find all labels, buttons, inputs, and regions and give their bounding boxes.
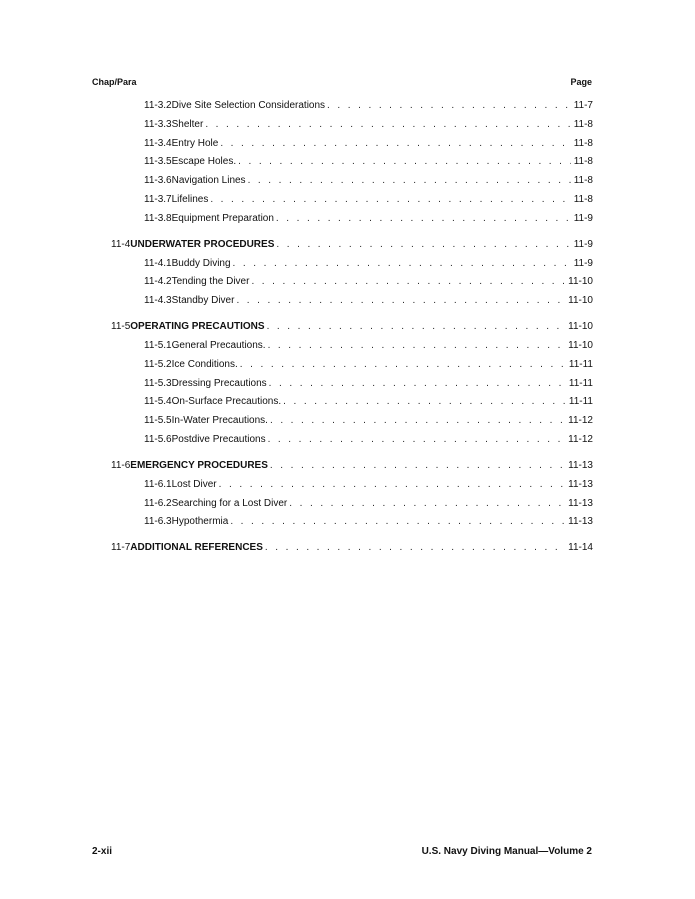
toc-entry xyxy=(144,395,593,409)
dot-leader xyxy=(268,339,566,353)
toc-entry-title: Escape Holes. xyxy=(171,156,237,168)
toc-entry-number: 11-5.3 xyxy=(144,377,172,389)
toc-entry-title: Hypothermia xyxy=(171,516,229,528)
toc-entry-title: Tending the Diver xyxy=(171,276,250,288)
toc-entry-number: 11-3.3 xyxy=(144,118,172,130)
toc-entry-page: 11-10 xyxy=(568,321,593,332)
toc-entry-page: 11-8 xyxy=(573,156,593,168)
toc-entry-page: 11-8 xyxy=(573,175,593,187)
toc-entry xyxy=(144,99,593,113)
toc-entry-page: 11-8 xyxy=(573,194,593,205)
dot-leader xyxy=(238,155,571,169)
toc-entry-page: 11-8 xyxy=(573,137,593,149)
column-header-page: Page xyxy=(570,77,592,87)
dot-leader xyxy=(219,478,566,492)
toc-entry-number: 11-6.1 xyxy=(144,478,172,490)
toc-entry xyxy=(144,118,593,132)
toc-entry-page: 11-7 xyxy=(573,100,593,111)
toc-entry-title: In-Water Precautions. xyxy=(171,415,268,427)
toc-entry-title: Dressing Precautions xyxy=(171,377,267,389)
toc-entry xyxy=(144,155,593,169)
toc-entry xyxy=(144,414,593,428)
toc-entry-number: 11-4.2 xyxy=(144,276,172,288)
toc-entry-title: Standby Diver xyxy=(171,295,235,307)
toc-entry-title: Equipment Preparation xyxy=(171,212,274,224)
toc-entry-title: Postdive Precautions xyxy=(171,434,266,445)
toc-entry xyxy=(144,174,593,188)
toc-entry-number: 11-4 xyxy=(111,238,131,250)
column-header-chap-para: Chap/Para xyxy=(92,77,137,87)
toc-entry-page: 11-10 xyxy=(568,340,593,351)
dot-leader xyxy=(270,414,565,428)
toc-entry xyxy=(144,358,593,372)
toc-entry-number: 11-7 xyxy=(111,542,131,554)
dot-leader xyxy=(276,238,570,252)
dot-leader xyxy=(276,212,571,226)
toc-entry xyxy=(144,433,593,447)
toc-entry-number: 11-3.5 xyxy=(144,156,172,168)
dot-leader xyxy=(251,275,565,289)
toc-entry-page: 11-10 xyxy=(568,295,593,307)
dot-leader xyxy=(248,174,571,188)
toc-entry-title: Dive Site Selection Considerations xyxy=(171,100,326,111)
toc-entry-number: 11-5.1 xyxy=(144,340,172,351)
toc-entry-number: 11-5.6 xyxy=(144,434,172,445)
toc-entry xyxy=(144,478,593,492)
toc-entry-page: 11-12 xyxy=(568,415,593,427)
toc-entry-number: 11-5 xyxy=(111,321,131,332)
dot-leader xyxy=(270,459,565,473)
toc-entry-title: ADDITIONAL REFERENCES xyxy=(130,542,263,554)
toc-entry-number: 11-5.2 xyxy=(144,358,172,370)
toc-entry-page: 11-11 xyxy=(568,396,593,408)
toc-section-entry xyxy=(111,238,593,252)
toc-entry-number: 11-3.8 xyxy=(144,212,172,224)
toc-entry-title: Ice Conditions. xyxy=(171,358,238,370)
toc-entry-number: 11-6 xyxy=(111,459,131,471)
toc-entry xyxy=(144,515,593,529)
toc-section-entry xyxy=(111,320,593,334)
toc-entry-page: 11-9 xyxy=(573,212,593,224)
toc-entry-page: 11-8 xyxy=(573,118,593,130)
toc-entry-title: Lost Diver xyxy=(171,478,217,490)
toc-entry-page: 11-11 xyxy=(568,377,593,389)
toc-entry xyxy=(144,257,593,271)
toc-entry-title: Entry Hole xyxy=(171,137,219,149)
dot-leader xyxy=(236,294,565,308)
toc-entry-title: EMERGENCY PROCEDURES xyxy=(130,459,268,471)
dot-leader xyxy=(210,193,570,207)
toc-entry xyxy=(144,339,593,353)
toc-entry-page: 11-9 xyxy=(573,257,593,269)
toc-section-entry xyxy=(111,541,593,555)
toc-entry-title: Navigation Lines xyxy=(171,175,246,187)
toc-entry-title: General Precautions. xyxy=(171,340,266,351)
toc-entry-number: 11-3.4 xyxy=(144,137,172,149)
dot-leader xyxy=(289,497,565,511)
toc-entry-page: 11-13 xyxy=(568,516,593,528)
toc-entry-page: 11-13 xyxy=(568,497,593,509)
dot-leader xyxy=(327,99,571,113)
dot-leader xyxy=(269,377,566,391)
toc-entry-page: 11-10 xyxy=(568,276,593,288)
dot-leader xyxy=(230,515,565,529)
toc-entry-number: 11-3.6 xyxy=(144,175,172,187)
toc-entry-page: 11-12 xyxy=(568,434,593,445)
toc-entry-title: Searching for a Lost Diver xyxy=(171,497,288,509)
dot-leader xyxy=(205,118,570,132)
toc-entry-page: 11-13 xyxy=(568,459,593,471)
toc-entry-number: 11-5.5 xyxy=(144,415,172,427)
toc-entry-title: Buddy Diving xyxy=(171,257,231,269)
toc-entry xyxy=(144,193,593,207)
toc-section-entry xyxy=(111,459,593,473)
toc-entry-title: Shelter xyxy=(171,118,204,130)
toc-entry xyxy=(144,137,593,151)
toc-entry xyxy=(144,497,593,511)
toc-entry-number: 11-3.7 xyxy=(144,194,172,205)
toc-entry-number: 11-4.1 xyxy=(144,257,172,269)
toc-entry-page: 11-14 xyxy=(568,542,593,554)
toc-entry xyxy=(144,212,593,226)
dot-leader xyxy=(220,137,570,151)
dot-leader xyxy=(265,541,565,555)
dot-leader xyxy=(233,257,571,271)
page-number: 2-xii xyxy=(92,846,113,857)
toc-entry-number: 11-6.2 xyxy=(144,497,172,509)
toc-entry-number: 11-5.4 xyxy=(144,396,172,408)
document-title: U.S. Navy Diving Manual—Volume 2 xyxy=(421,846,592,857)
dot-leader xyxy=(240,358,566,372)
toc-entry xyxy=(144,294,593,308)
toc-entry-number: 11-4.3 xyxy=(144,295,172,307)
dot-leader xyxy=(267,320,566,334)
toc-entry-number: 11-3.2 xyxy=(144,100,172,111)
toc-entry-title: UNDERWATER PROCEDURES xyxy=(130,238,275,250)
toc-entry-page: 11-11 xyxy=(568,358,593,370)
toc-entry-title: Lifelines xyxy=(171,194,209,205)
dot-leader xyxy=(268,433,566,447)
toc-entry-number: 11-6.3 xyxy=(144,516,172,528)
toc-entry-title: OPERATING PRECAUTIONS xyxy=(130,321,265,332)
toc-entry-title: On-Surface Precautions. xyxy=(171,396,282,408)
toc-entry xyxy=(144,275,593,289)
toc-entry-page: 11-13 xyxy=(568,478,593,490)
toc-entry-page: 11-9 xyxy=(573,238,593,250)
toc-entry xyxy=(144,377,593,391)
dot-leader xyxy=(283,395,566,409)
